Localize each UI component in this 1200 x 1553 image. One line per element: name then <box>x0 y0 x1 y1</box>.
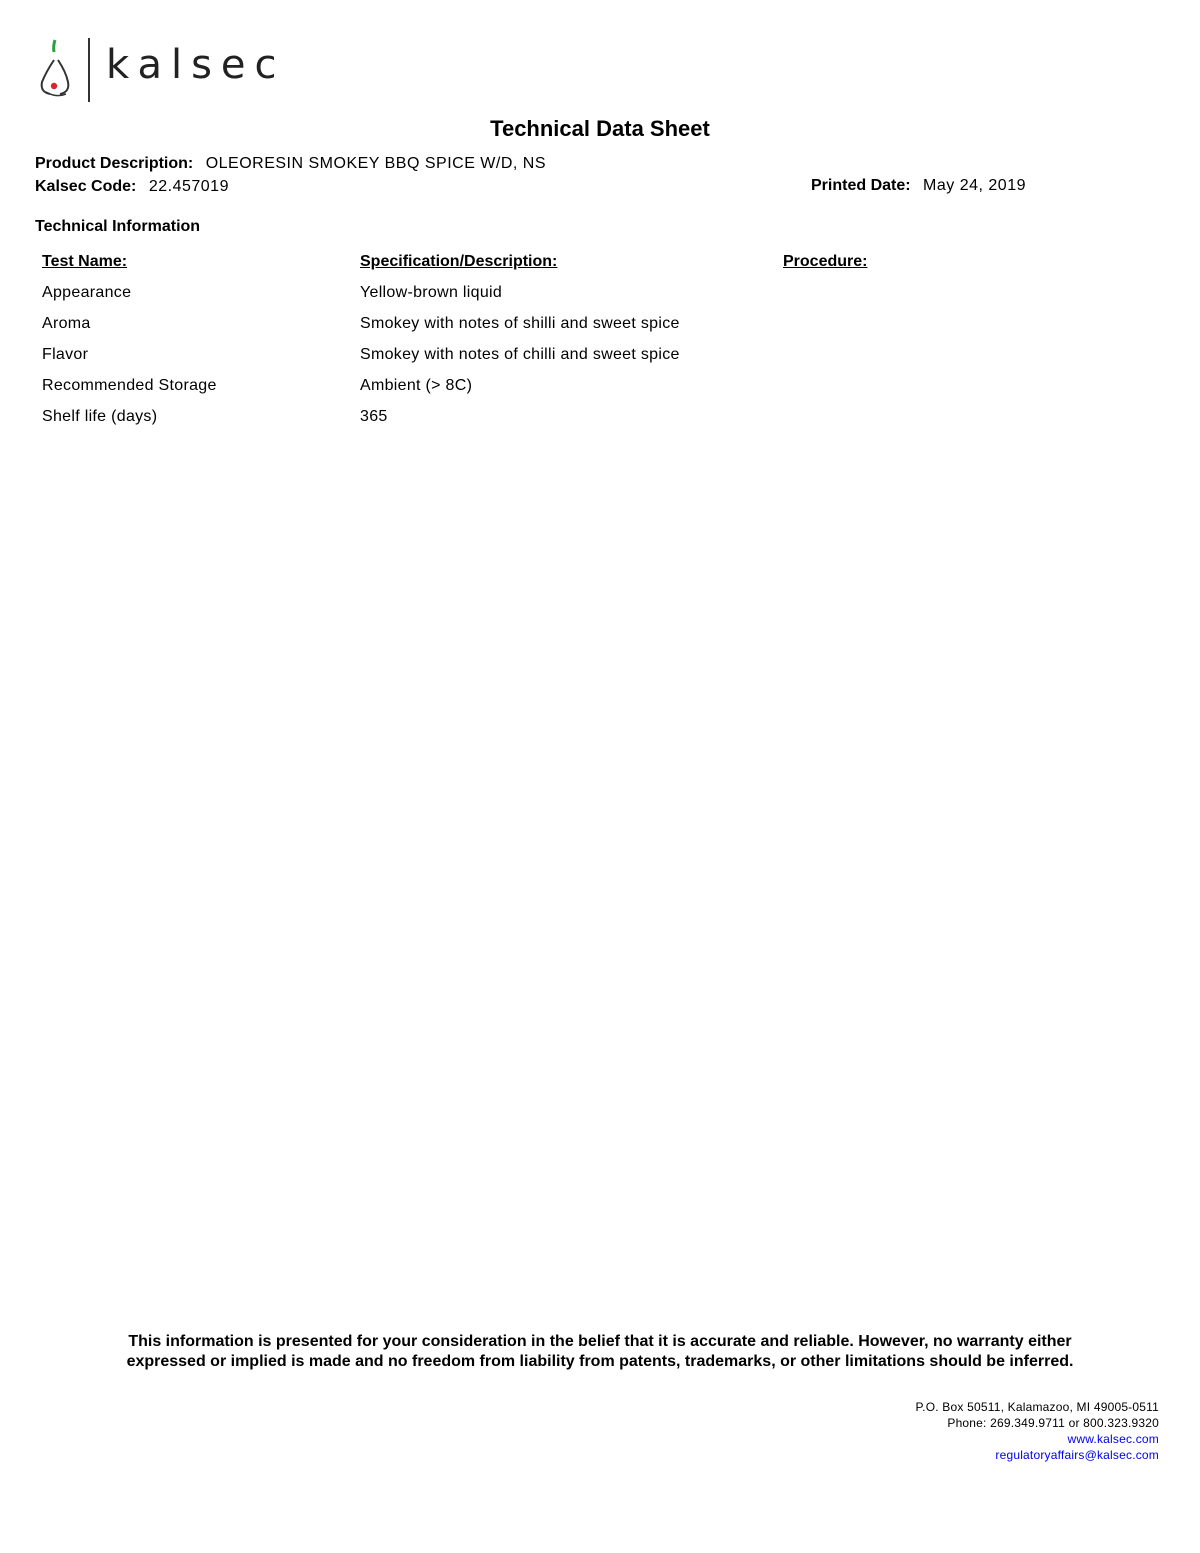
header-specification: Specification/Description: <box>360 253 558 270</box>
disclaimer-line-2: expressed or implied is made and no freedom from liability from patents, trademarks, or other limitations should be inferred. <box>126 1353 1074 1370</box>
table-row <box>42 401 983 432</box>
procedure-cell <box>783 308 983 339</box>
page-title: Technical Data Sheet <box>490 116 710 141</box>
kalsec-logo <box>36 36 336 106</box>
specification-cell: 365 <box>360 407 388 425</box>
printed-date-value: May 24, 2019 <box>923 177 1026 194</box>
specification-cell: Smokey with notes of chilli and sweet spice <box>360 345 680 363</box>
specification-cell: Smokey with notes of shilli and sweet spice <box>360 314 680 332</box>
disclaimer <box>60 1332 1140 1372</box>
procedure-cell <box>783 339 983 370</box>
header-test-name: Test Name: <box>42 253 128 270</box>
company-address <box>916 1399 1160 1463</box>
procedure-cell <box>783 370 983 401</box>
pepper-drop-icon <box>36 36 76 102</box>
email-link[interactable]: regulatoryaffairs@kalsec.com <box>995 1448 1159 1462</box>
kalsec-code <box>35 178 229 196</box>
test-name-cell: Aroma <box>42 314 91 332</box>
procedure-cell <box>783 277 983 308</box>
printed-date-label: Printed Date: <box>811 177 911 194</box>
section-title: Technical Information <box>35 218 201 235</box>
specification-cell: Ambient (> 8C) <box>360 376 473 394</box>
table-header-row <box>42 253 983 277</box>
product-description <box>35 155 546 173</box>
table-row <box>42 370 983 401</box>
header-procedure: Procedure: <box>783 253 868 270</box>
test-name-cell: Recommended Storage <box>42 376 217 394</box>
technical-info-table <box>42 253 983 432</box>
test-name-cell: Shelf life (days) <box>42 407 158 425</box>
website-link[interactable]: www.kalsec.com <box>1067 1432 1159 1446</box>
logo-divider <box>88 38 90 102</box>
phone: Phone: 269.349.9711 or 800.323.9320 <box>947 1416 1159 1430</box>
specification-cell: Yellow-brown liquid <box>360 283 503 301</box>
logo-wordmark: kalsec <box>106 42 286 88</box>
kalsec-code-value: 22.457019 <box>148 178 229 195</box>
printed-date <box>811 177 1026 195</box>
product-description-label: Product Description: <box>35 155 194 172</box>
table-row <box>42 277 983 308</box>
procedure-cell <box>783 401 983 432</box>
po-box: P.O. Box 50511, Kalamazoo, MI 49005-0511 <box>915 1400 1159 1414</box>
test-name-cell: Flavor <box>42 345 89 363</box>
product-description-value: OLEORESIN SMOKEY BBQ SPICE W/D, NS <box>205 155 547 172</box>
kalsec-code-label: Kalsec Code: <box>35 178 137 195</box>
table-row <box>42 308 983 339</box>
test-name-cell: Appearance <box>42 283 132 301</box>
table-row <box>42 339 983 370</box>
disclaimer-line-1: This information is presented for your consideration in the belief that it is accurate and reliable. However, no warranty either <box>128 1333 1072 1350</box>
